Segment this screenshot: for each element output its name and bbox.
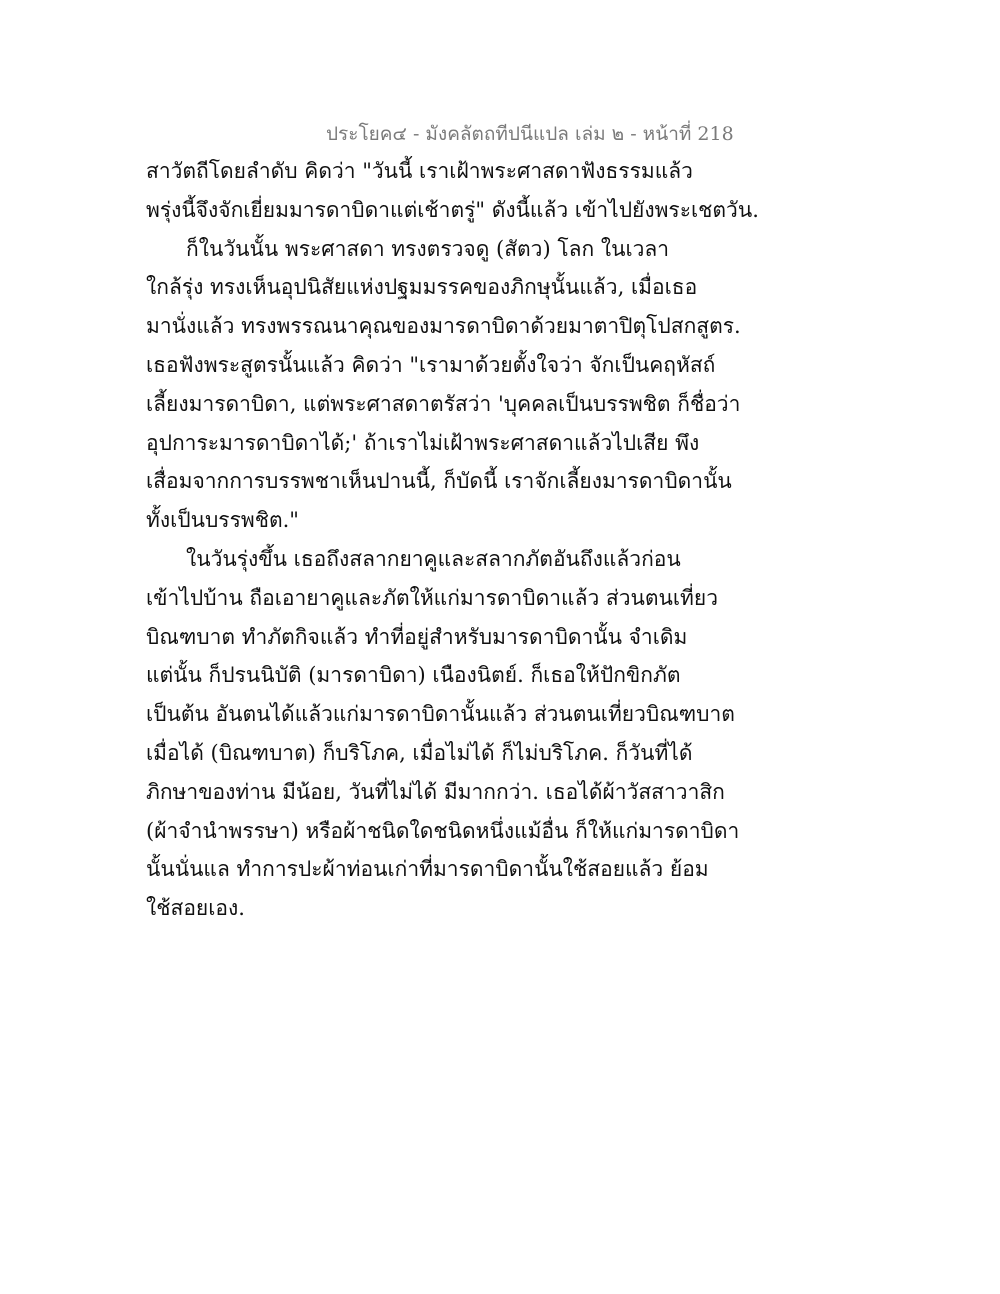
text-line: อุปการะมารดาบิดาได้;' ถ้าเราไม่เฝ้าพระศาสดาแล้วไปเสีย พึง bbox=[146, 430, 700, 455]
text-line: มานั่งแล้ว ทรงพรรณนาคุณของมารดาบิดาด้วยมาตาปิตุโปสกสูตร. bbox=[146, 314, 741, 339]
text-line: ทั้งเป็นบรรพชิต." bbox=[146, 508, 299, 533]
text-line: เลี้ยงมารดาบิดา, แต่พระศาสดาตรัสว่า 'บุคคลเป็นบรรพชิต ก็ชื่อว่า bbox=[146, 391, 741, 416]
text-line: บิณฑบาต ทำภัตกิจแล้ว ทำที่อยู่สำหรับมารดาบิดานั้น จำเดิม bbox=[146, 624, 688, 649]
text-line: ใช้สอยเอง. bbox=[146, 896, 245, 921]
paragraph bbox=[146, 152, 759, 230]
text-line: เป็นต้น อันตนได้แล้วแก่มารดาบิดานั้นแล้ว ส่วนตนเที่ยวบิณฑบาต bbox=[146, 702, 735, 727]
text-line: สาวัตถีโดยลำดับ คิดว่า "วันนี้ เราเฝ้าพระศาสดาฟังธรรมแล้ว bbox=[146, 159, 693, 183]
body-text bbox=[146, 152, 759, 928]
text-line: เธอฟังพระสูตรนั้นแล้ว คิดว่า "เรามาด้วยตั้งใจว่า จักเป็นคฤหัสถ์ bbox=[146, 352, 716, 377]
text-line: เสื่อมจากการบรรพชาเห็นปานนี้, ก็บัดนี้ เราจักเลี้ยงมารดาบิดานั้น bbox=[146, 469, 732, 494]
text-line: แต่นั้น ก็ปรนนิบัติ (มารดาบิดา) เนืองนิตย์. ก็เธอให้ปักขิกภัต bbox=[146, 663, 681, 688]
text-line: เข้าไปบ้าน ถือเอายาคูและภัตให้แก่มารดาบิดาแล้ว ส่วนตนเที่ยว bbox=[146, 585, 718, 610]
text-line: (ผ้าจำนำพรรษา) หรือผ้าชนิดใดชนิดหนึ่งแม้อื่น ก็ให้แก่มารดาบิดา bbox=[146, 818, 740, 843]
text-line: พรุ่งนี้จึงจักเยี่ยมมารดาบิดาแต่เช้าตรู่" ดังนี้แล้ว เข้าไปยังพระเชตวัน. bbox=[146, 197, 759, 222]
running-header: ประโยค๔ - มังคลัตถทีปนีแปล เล่ม ๒ - หน้าที่ 218 bbox=[326, 123, 734, 145]
paragraph bbox=[146, 540, 740, 928]
text-line: ใกล้รุ่ง ทรงเห็นอุปนิสัยแห่งปฐมมรรคของภิกษุนั้นแล้ว, เมื่อเธอ bbox=[146, 275, 698, 300]
text-line: ภิกษาของท่าน มีน้อย, วันที่ไม่ได้ มีมากกว่า. เธอได้ผ้าวัสสาวาสิก bbox=[146, 779, 725, 804]
text-line: นั้นนั่นแล ทำการปะผ้าท่อนเก่าที่มารดาบิดานั้นใช้สอยแล้ว ย้อม bbox=[146, 857, 709, 882]
text-line: ในวันรุ่งขึ้น เธอถึงสลากยาคูและสลากภัตอันถึงแล้วก่อน bbox=[186, 546, 681, 571]
text-line: เมื่อได้ (บิณฑบาต) ก็บริโภค, เมื่อไม่ได้ ก็ไม่บริโภค. ก็วันที่ได้ bbox=[146, 740, 693, 765]
paragraph bbox=[146, 230, 741, 540]
text-line: ก็ในวันนั้น พระศาสดา ทรงตรวจดู (สัตว) โลก ในเวลา bbox=[186, 236, 670, 261]
